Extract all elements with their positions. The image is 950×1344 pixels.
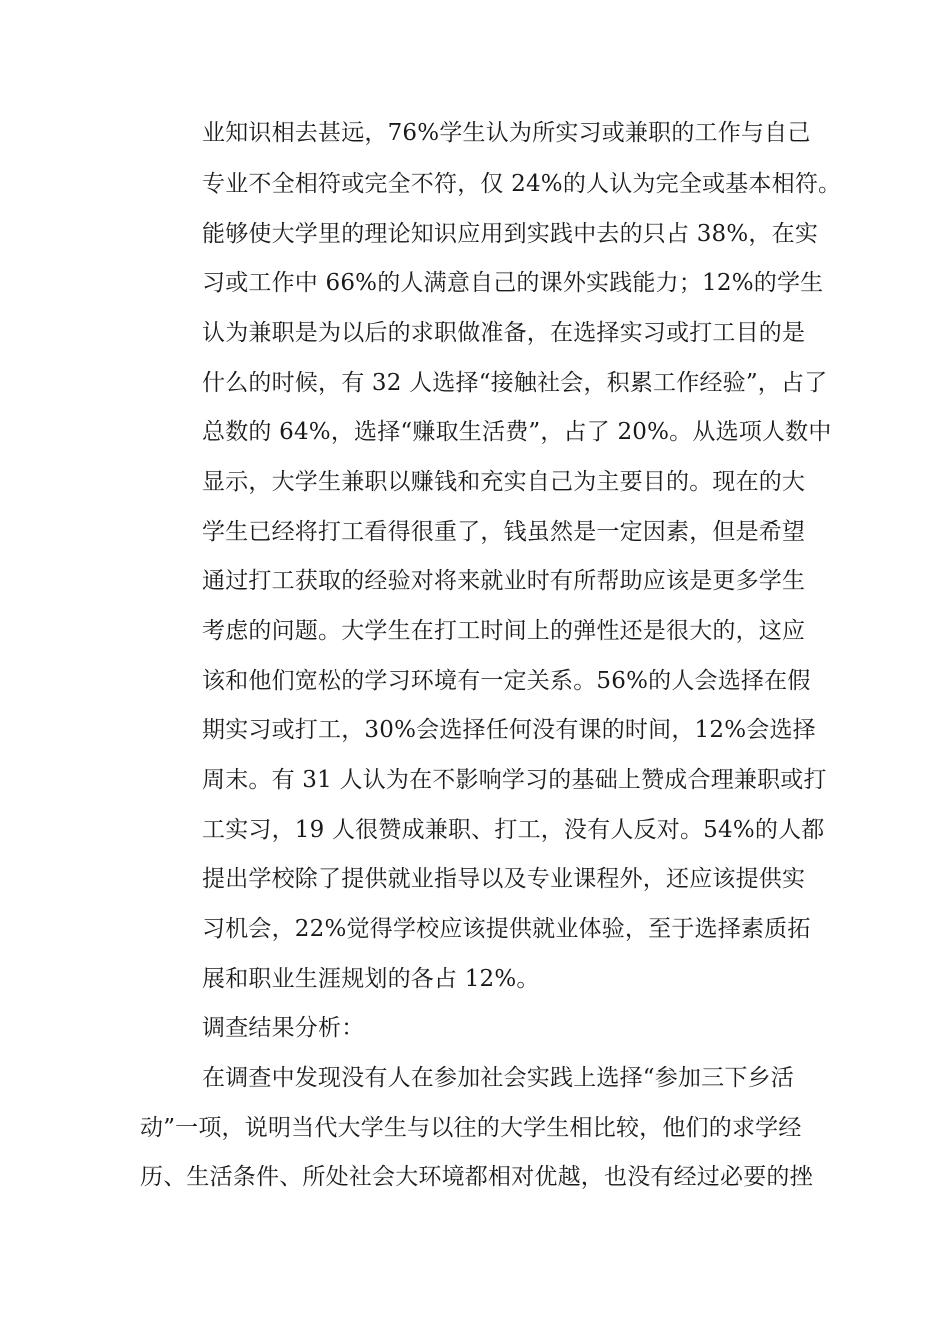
text-line: 工实习，19 人很赞成兼职、打工，没有人反对。54%的人都 bbox=[202, 817, 825, 843]
text-line: 业知识相去甚远，76%学生认为所实习或兼职的工作与自己 bbox=[202, 120, 811, 146]
text-line: 显示，大学生兼职以赚钱和充实自己为主要目的。现在的大 bbox=[202, 469, 806, 495]
text-line: 期实习或打工，30%会选择任何没有课的时间，12%会选择 bbox=[202, 717, 816, 743]
text-line: 习机会，22%觉得学校应该提供就业体验，至于选择素质拓 bbox=[202, 916, 811, 942]
text-line: 历、生活条件、所处社会大环境都相对优越，也没有经过必要的挫 bbox=[140, 1164, 813, 1190]
text-line: 该和他们宽松的学习环境有一定关系。56%的人会选择在假 bbox=[202, 668, 811, 694]
text-line: 展和职业生涯规划的各占 12%。 bbox=[202, 966, 540, 992]
text-line: 能够使大学里的理论知识应用到实践中去的只占 38%，在实 bbox=[202, 221, 819, 247]
text-line: 认为兼职是为以后的求职做准备，在选择实习或打工目的是 bbox=[202, 320, 806, 346]
text-line: 专业不全相符或完全不符，仅 24%的人认为完全或基本相符。 bbox=[202, 171, 842, 197]
text-line: 总数的 64%，选择“赚取生活费”，占了 20%。从选项人数中 bbox=[202, 419, 832, 445]
text-line: 在调查中发现没有人在参加社会实践上选择“参加三下乡活 bbox=[202, 1065, 794, 1091]
text-line: 动”一项，说明当代大学生与以往的大学生相比较，他们的求学经 bbox=[140, 1115, 802, 1141]
text-line: 提出学校除了提供就业指导以及专业课程外，还应该提供实 bbox=[202, 866, 806, 892]
text-line: 考虑的问题。大学生在打工时间上的弹性还是很大的，这应 bbox=[202, 618, 806, 644]
text-line: 周末。有 31 人认为在不影响学习的基础上赞成合理兼职或打 bbox=[202, 767, 827, 793]
text-line: 习或工作中 66%的人满意自己的课外实践能力；12%的学生 bbox=[202, 270, 824, 296]
text-line: 什么的时候，有 32 人选择“接触社会，积累工作经验”，占了 bbox=[202, 370, 828, 396]
text-line: 学生已经将打工看得很重了，钱虽然是一定因素，但是希望 bbox=[202, 519, 806, 545]
section-heading: 调查结果分析： bbox=[202, 1015, 365, 1041]
text-line: 通过打工获取的经验对将来就业时有所帮助应该是更多学生 bbox=[202, 568, 806, 594]
